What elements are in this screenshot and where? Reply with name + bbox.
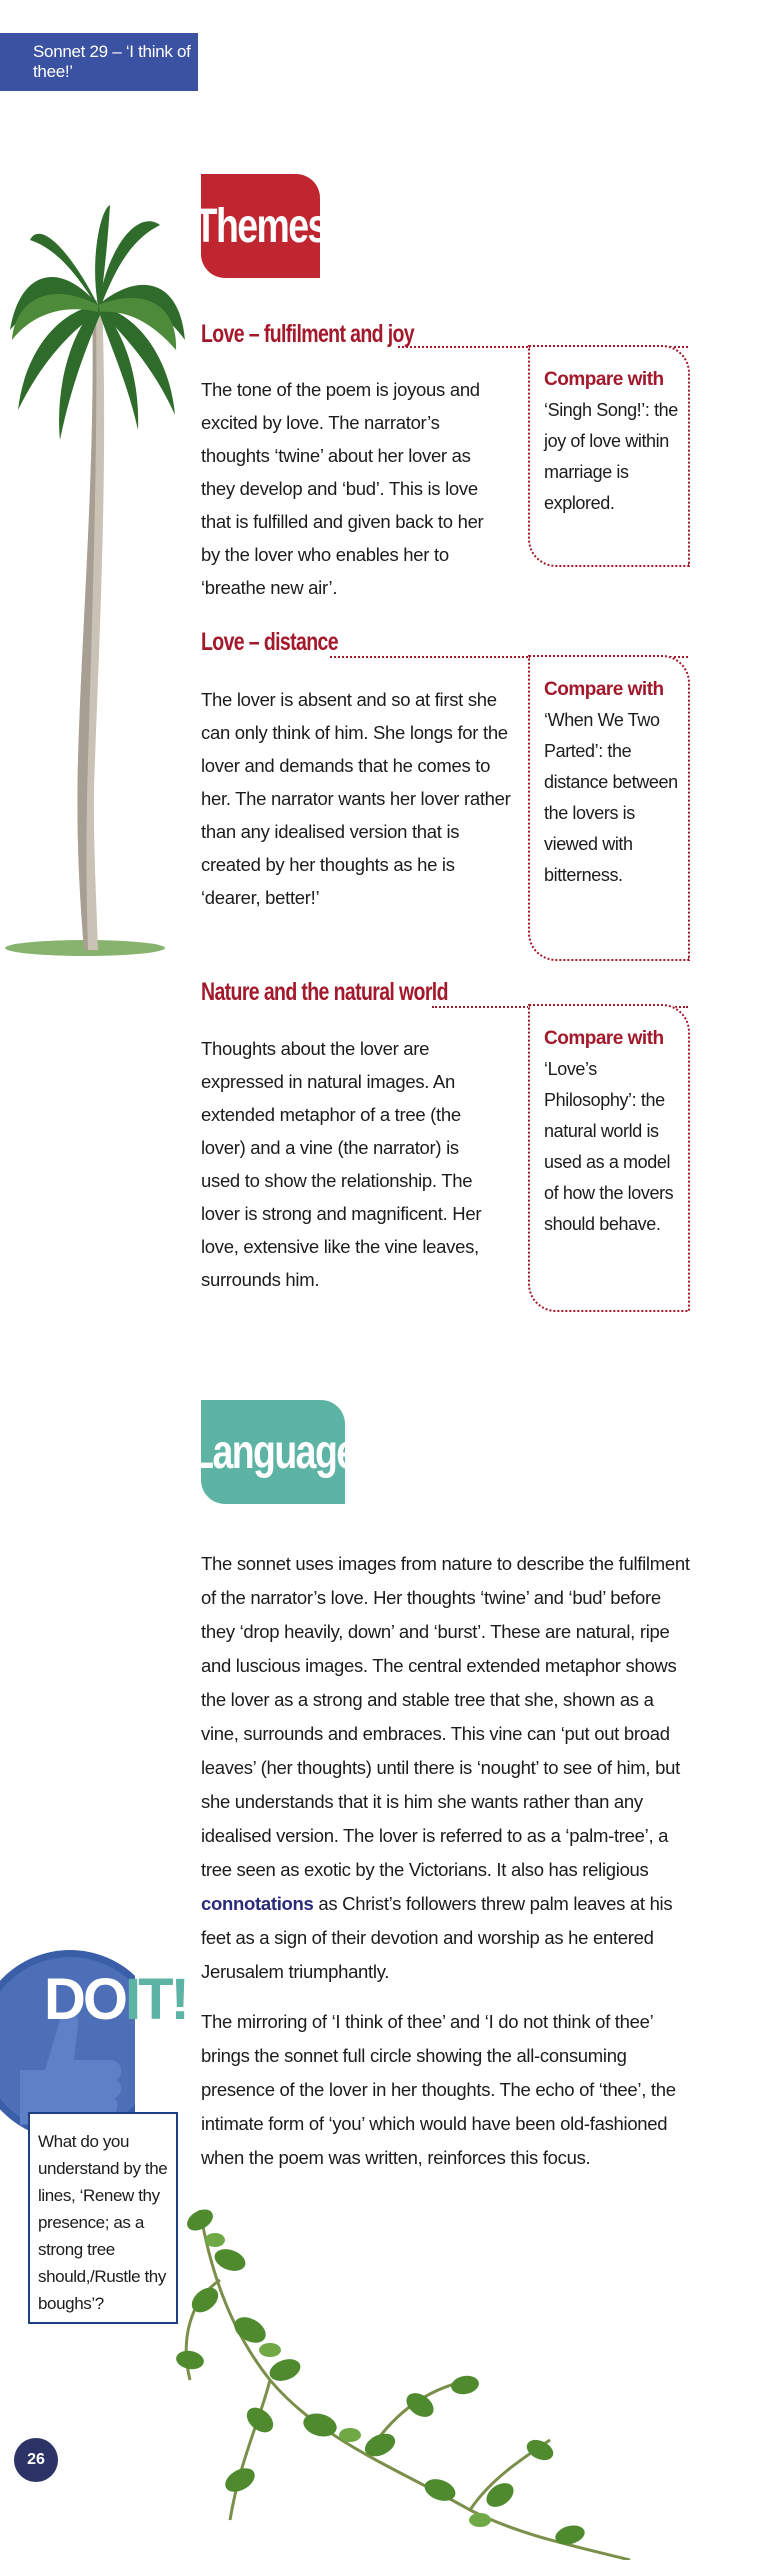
chapter-tab-label: Sonnet 29 – ‘I think of thee!’ bbox=[33, 42, 191, 81]
compare-text: ‘Love’s Philosophy’: the natural world is used as a model of how the lovers should behave. bbox=[544, 1059, 674, 1234]
palm-tree-illustration bbox=[0, 200, 190, 960]
language-body bbox=[201, 1547, 695, 2191]
section-title-love-distance: Love – distance bbox=[201, 628, 338, 656]
section-title-nature: Nature and the natural world bbox=[201, 978, 448, 1006]
section-body-love-distance: The lover is absent and so at first she can only think of him. She longs for the lover and demands that he comes to her. The narrator wants her lover rather than any idealised version that is created by her thoughts as he is ‘dearer, better!’ bbox=[201, 689, 511, 908]
themes-heading-label: Themes bbox=[194, 199, 327, 253]
compare-box-3 bbox=[528, 1004, 690, 1312]
page-number: 26 bbox=[14, 2438, 58, 2482]
doit-label: DOIT! bbox=[44, 1967, 187, 2032]
section-title-love-fulfilment: Love – fulfilment and joy bbox=[201, 320, 415, 348]
compare-text: ‘Singh Song!’: the joy of love within marriage is explored. bbox=[544, 400, 678, 513]
compare-box-1 bbox=[528, 345, 690, 567]
compare-title: Compare with bbox=[544, 679, 664, 700]
section-body-nature: Thoughts about the lover are expressed in natural images. An extended metaphor of a tree (the lover) and a vine (the narrator) is used to show the relationship. The lover is strong and magnificent. Her love, extensive like the vine leaves, surrounds him. bbox=[201, 1038, 482, 1290]
compare-title: Compare with bbox=[544, 369, 664, 390]
doit-question: What do you understand by the lines, ‘Renew thy presence; as a strong tree should,/Rustle thy boughs’? bbox=[38, 2132, 168, 2313]
compare-box-2 bbox=[528, 655, 690, 961]
themes-heading bbox=[194, 174, 327, 278]
doit-question-box bbox=[28, 2112, 178, 2324]
language-paragraph-1: The sonnet uses images from nature to describe the fulfilment of the narrator’s love. Her thoughts ‘twine’ and ‘bud’ before they ‘drop heavily, down’ and ‘burst’. These are natural, ripe and luscious images. The central extended metaphor shows the lover as a strong and stable tree that she, shown as a vine, surrounds and embraces. This vine can ‘put out broad leaves’ (her thoughts) until there is ‘nought’ to see of him, but she understands that it is him she wants rather than any idealised version. The lover is referred to as a ‘palm-tree’, a tree seen as exotic by the Victorians. It also has religious connotations as Christ’s followers threw palm leaves at his feet as a sign of their devotion and worship as he entered Jerusalem triumphantly. bbox=[201, 1553, 690, 1982]
section-body-love-fulfilment: The tone of the poem is joyous and excited by love. The narrator’s thoughts ‘twine’ about her lover as they develop and ‘bud’. This is love that is fulfilled and given back to her by the lover who enables her to ‘breathe new air’. bbox=[201, 379, 484, 598]
compare-text: ‘When We Two Parted’: the distance between the lovers is viewed with bitterness. bbox=[544, 710, 678, 885]
language-heading bbox=[190, 1400, 356, 1504]
compare-title: Compare with bbox=[544, 1028, 664, 1049]
keyword-connotations[interactable]: connotations bbox=[201, 1893, 314, 1914]
language-paragraph-2: The mirroring of ‘I think of thee’ and ‘I do not think of thee’ brings the sonnet full circle showing the all-consuming presence of the lover in her thoughts. The echo of ‘thee’, the intimate form of ‘you’ which would have been old-fashioned when the poem was written, reinforces this focus. bbox=[201, 2011, 676, 2168]
language-heading-label: Language bbox=[190, 1425, 356, 1479]
vine-illustration bbox=[170, 2190, 640, 2560]
chapter-tab bbox=[0, 33, 198, 91]
